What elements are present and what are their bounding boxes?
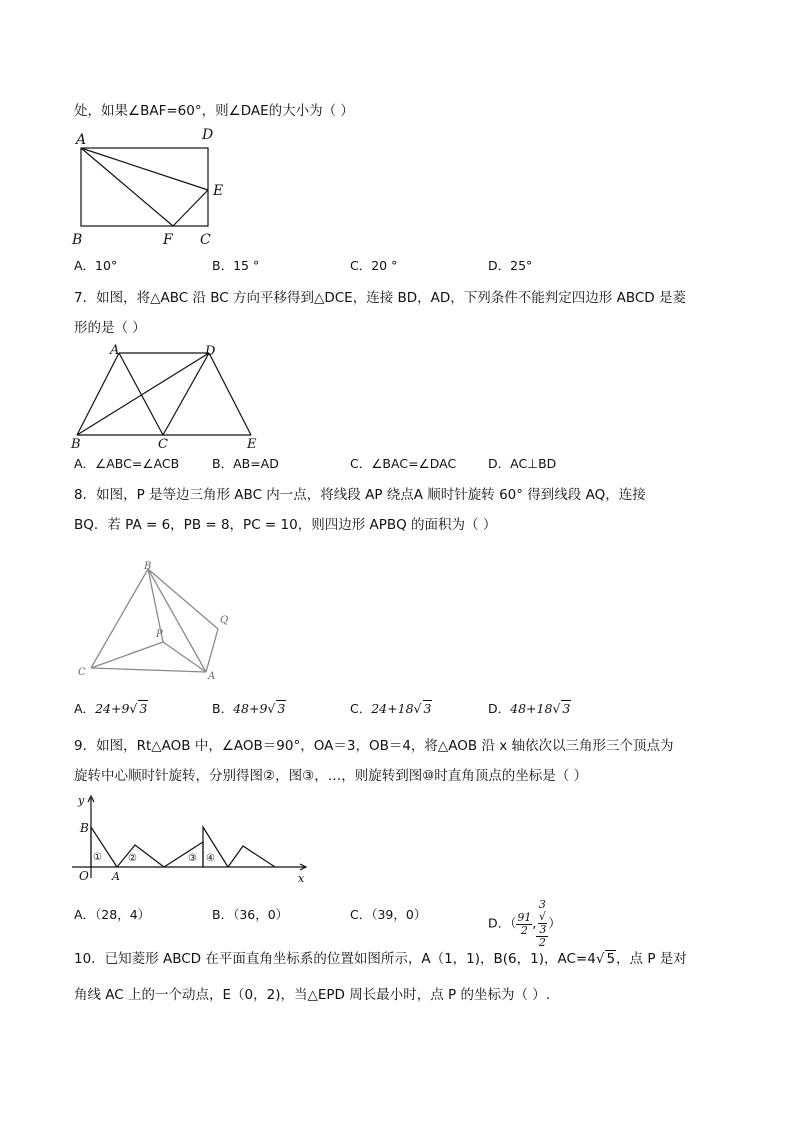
q9-stem-line2: 旋转中心顺时针旋转，分别得图②，图③，…，则旋转到图⑩时直角顶点的坐标是（ ） (74, 768, 588, 784)
q9-option-a[interactable]: A．（28，4） (74, 907, 151, 922)
q7-label-b: B (71, 437, 81, 452)
q6-label-b: B (72, 232, 83, 248)
q8-label-q: Q (220, 615, 229, 626)
q9-figure (70, 792, 320, 886)
q6-label-a: A (76, 132, 87, 148)
q8-option-c[interactable]: C．24+18√ 3 (350, 701, 432, 716)
q7-option-a[interactable]: A．∠ABC=∠ACB (74, 456, 180, 471)
q7-label-d: D (205, 344, 216, 359)
q6-label-c: C (200, 232, 211, 248)
q8-option-d[interactable]: D．48+18√ 3 (488, 701, 571, 716)
q6-option-b[interactable]: B．15 ° (212, 258, 260, 273)
q10-stem-line2: 角线 AC 上的一个动点，E（0，2)，当△EPD 周长最小时，点 P 的坐标为（ ）. (74, 987, 551, 1003)
q8-stem-line1: 8．如图，P 是等边三角形 ABC 内一点，将线段 AP 绕点A 顺时针旋转 60° 得到线段 AQ，连接 (74, 487, 646, 503)
q9-label-b: B (80, 821, 89, 835)
q9-label-3: ③ (188, 853, 197, 864)
q6-figure (70, 124, 230, 248)
q9-label-a: A (112, 870, 120, 883)
q9-label-2: ② (128, 853, 137, 864)
q6-option-a[interactable]: A．10° (74, 258, 118, 273)
q8-option-b[interactable]: B．48+9√ 3 (212, 701, 286, 716)
q9-label-4: ④ (206, 853, 215, 864)
q7-label-a: A (110, 343, 120, 358)
q8-stem-line2: BQ．若 PA = 6，PB = 8，PC = 10，则四边形 APBQ 的面积为（ ） (74, 517, 497, 533)
q6-rectangle (81, 148, 208, 226)
q9-option-c[interactable]: C．（39，0） (350, 907, 427, 922)
q8-figure (74, 556, 244, 686)
q9-stem-line1: 9．如图，Rt△AOB 中，∠AOB＝90°，OA＝3，OB＝4，将△AOB 沿 x 轴依次以三角形三个顶点为 (74, 738, 674, 754)
q6-segment-ae (81, 148, 208, 190)
q10-stem-line1: 10．已知菱形 ABCD 在平面直角坐标系的位置如图所示，A（1，1)，B(6，1)，AC=4√ 5，点 P 是对 (74, 951, 687, 967)
q6-label-f: F (163, 232, 173, 248)
q7-label-c: C (158, 437, 168, 452)
q9-triangle-3 (164, 842, 203, 867)
q6-option-d[interactable]: D．25° (488, 258, 533, 273)
q9-triangle-5 (228, 846, 275, 867)
q8-label-b: B (144, 561, 152, 572)
q9-label-y: y (78, 794, 85, 807)
q7-option-b[interactable]: B．AB=AD (212, 456, 279, 471)
q7-stem-line2: 形的是（ ） (74, 320, 146, 336)
q7-stem-line1: 7．如图，将△ABC 沿 BC 方向平移得到△DCE，连接 BD，AD，下列条件不能判定四边形 ABCD 是菱 (74, 290, 686, 306)
q9-triangle-2 (117, 845, 164, 867)
q9-option-b[interactable]: B．（36，0） (212, 907, 289, 922)
q6-segment-fe (173, 190, 208, 226)
q9-label-1: ① (93, 852, 102, 863)
q8-label-p: P (156, 629, 163, 640)
q8-label-c: C (78, 667, 86, 678)
q7-option-c[interactable]: C．∠BAC=∠DAC (350, 456, 457, 471)
q7-option-d[interactable]: D．AC⊥BD (488, 456, 557, 471)
q9-option-d[interactable]: D．（ $\frac{91}{2}$ , 3 √ 3 2 ） (488, 898, 561, 949)
q6-label-d: D (202, 127, 214, 143)
q7-label-e: E (247, 437, 257, 452)
q9-label-o: O (79, 869, 89, 883)
q8-label-a: A (208, 671, 216, 682)
q7-figure (66, 340, 276, 452)
q9-label-x: x (298, 872, 305, 885)
q6-label-e: E (213, 183, 224, 199)
q6-segment-af (81, 148, 173, 226)
q6-stem: 处，如果∠BAF=60°，则∠DAE的大小为（ ） (74, 103, 354, 119)
q8-option-a[interactable]: A．24+9√ 3 (74, 701, 148, 716)
q6-option-c[interactable]: C．20 ° (350, 258, 398, 273)
